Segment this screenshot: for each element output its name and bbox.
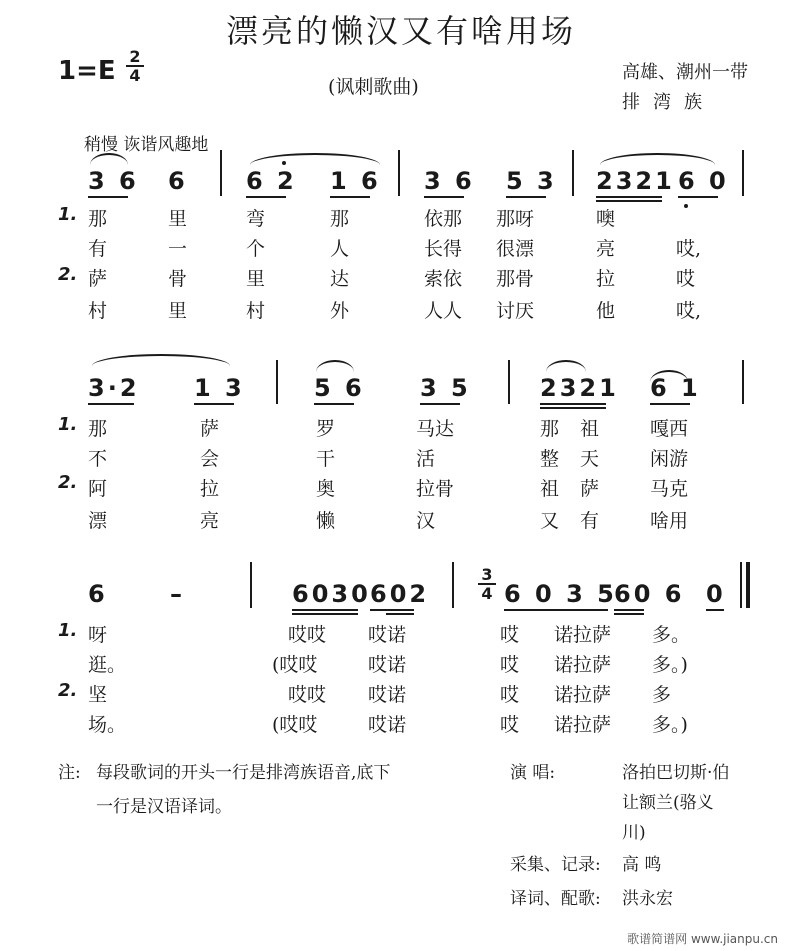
singer-name-line3: 川) xyxy=(622,823,646,843)
barline xyxy=(508,360,510,404)
barline xyxy=(250,562,252,608)
lyric-syllable: 啥用 xyxy=(650,510,689,532)
lyric-syllable: 汉 xyxy=(416,510,436,532)
singer-label: 演 唱: xyxy=(510,763,556,783)
lyric-syllable: 闲游 xyxy=(650,448,689,470)
lyric-syllable: 萨 xyxy=(580,478,600,500)
lyric-syllable: 坚 xyxy=(88,684,108,706)
underline-eighth xyxy=(330,196,370,198)
note-group: 60 6 xyxy=(614,580,685,608)
lyric-syllable: 奥 xyxy=(316,478,336,500)
lyric-syllable: 萨 xyxy=(88,268,108,290)
lyric-syllable: 那 xyxy=(88,208,108,230)
lyric-syllable: 骨 xyxy=(168,268,188,290)
underline-sixteenth xyxy=(614,613,644,615)
translate-label: 译词、配歌: xyxy=(510,889,601,909)
lyric-syllable: 不 xyxy=(88,448,108,470)
octave-dot-low xyxy=(684,204,688,208)
underline-eighth xyxy=(88,196,128,198)
barline xyxy=(398,150,400,196)
song-subtitle: (讽刺歌曲) xyxy=(328,76,419,98)
underline-eighth xyxy=(424,196,464,198)
verse-number: 1. xyxy=(58,620,78,641)
lyric-syllable: 马达 xyxy=(416,418,455,440)
watermark-text: 歌谱简谱网 www.jianpu.cn xyxy=(627,932,778,946)
verse-number: 2. xyxy=(58,472,78,493)
underline-eighth xyxy=(370,609,414,611)
underline-eighth xyxy=(596,196,662,198)
lyric-syllable: 祖 xyxy=(580,418,600,440)
lyric-syllable: 诺拉萨 xyxy=(554,714,612,736)
lyric-syllable: 多 xyxy=(652,684,672,706)
lyric-syllable: 多。) xyxy=(652,714,688,736)
key-signature: 1=E xyxy=(58,56,116,86)
note-group: 3 5 xyxy=(420,374,471,402)
lyric-syllable: 讨厌 xyxy=(496,300,535,322)
singer-name-line1: 洛拍巴切斯·伯 xyxy=(622,763,730,783)
lyric-syllable: 祖 xyxy=(540,478,560,500)
note-group: 5 6 xyxy=(314,374,365,402)
time-bottom: 4 xyxy=(129,66,141,85)
lyric-syllable: 里 xyxy=(168,300,188,322)
note-group: 5 3 xyxy=(506,167,557,195)
note-group: 1 3 xyxy=(194,374,245,402)
lyric-syllable: 里 xyxy=(168,208,188,230)
lyric-syllable: 哎诺 xyxy=(368,624,407,646)
lyric-syllable: 亮 xyxy=(596,238,616,260)
underline-eighth xyxy=(504,609,608,611)
underline-eighth xyxy=(706,609,724,611)
barline xyxy=(742,360,744,404)
lyric-syllable: 哎哎 xyxy=(288,684,327,706)
underline-eighth xyxy=(540,403,606,405)
time-signature xyxy=(126,48,144,84)
lyric-syllable: 懒 xyxy=(316,510,336,532)
underline-sixteenth xyxy=(540,407,606,409)
translate-name: 洪永宏 xyxy=(622,889,673,909)
lyric-syllable: 一 xyxy=(168,238,188,260)
singer-name-line2: 让额兰(骆义 xyxy=(622,793,714,813)
note-group: 6 0 xyxy=(678,167,729,195)
verse-number: 2. xyxy=(58,680,78,701)
lyric-syllable: (哎哎 xyxy=(272,654,318,676)
lyric-syllable: 活 xyxy=(416,448,436,470)
lyric-syllable: 哎, xyxy=(676,300,702,322)
lyric-syllable: 哎 xyxy=(500,714,520,736)
barline xyxy=(220,150,222,196)
final-barline-thick xyxy=(746,562,750,608)
underline-eighth xyxy=(88,403,134,405)
lyric-syllable: 那 xyxy=(330,208,350,230)
note-group: 602 xyxy=(370,580,430,608)
lyric-syllable: 嘎西 xyxy=(650,418,689,440)
tempo-marking: 稍慢 诙谐风趣地 xyxy=(84,135,209,155)
verse-number: 1. xyxy=(58,204,78,225)
time-bottom: 4 xyxy=(481,584,493,603)
underline-eighth xyxy=(246,196,286,198)
underline-eighth xyxy=(314,403,354,405)
octave-dot-high xyxy=(282,161,286,165)
lyric-syllable: 他 xyxy=(596,300,616,322)
note-group: 3 6 xyxy=(88,167,139,195)
barline xyxy=(742,150,744,196)
note-group: 0 xyxy=(706,580,726,608)
note-group: 6 xyxy=(88,580,108,608)
time-top: 2 xyxy=(129,47,141,66)
lyric-syllable: 人人 xyxy=(424,300,463,322)
slur xyxy=(600,153,715,165)
lyric-syllable: 那 xyxy=(88,418,108,440)
lyric-syllable: (哎哎 xyxy=(272,714,318,736)
note-group: 6030 xyxy=(292,580,371,608)
note-group: 2321 xyxy=(596,167,675,195)
lyric-syllable: 会 xyxy=(200,448,220,470)
lyric-syllable: 里 xyxy=(246,268,266,290)
note-text-line2: 一行是汉语译词。 xyxy=(96,797,232,817)
lyric-syllable: 哎 xyxy=(676,268,696,290)
note-label: 注: xyxy=(58,763,81,783)
time-signature-change xyxy=(478,566,496,602)
underline-eighth xyxy=(292,609,358,611)
lyric-syllable: 人 xyxy=(330,238,350,260)
lyric-syllable: 拉骨 xyxy=(416,478,455,500)
lyric-syllable: 哎诺 xyxy=(368,714,407,736)
slur xyxy=(546,360,586,372)
lyric-syllable: 诺拉萨 xyxy=(554,684,612,706)
lyric-syllable: 长得 xyxy=(424,238,463,260)
lyric-syllable: 依那 xyxy=(424,208,463,230)
underline-eighth xyxy=(194,403,234,405)
underline-eighth xyxy=(614,609,644,611)
lyric-syllable: 诺拉萨 xyxy=(554,654,612,676)
lyric-syllable: 马克 xyxy=(650,478,689,500)
lyric-syllable: 又 xyxy=(540,510,560,532)
lyric-syllable: 逛。 xyxy=(88,654,127,676)
note-group: 1 6 xyxy=(330,167,381,195)
lyric-syllable: 哎, xyxy=(676,238,702,260)
lyric-syllable: 哎哎 xyxy=(288,624,327,646)
lyric-syllable: 噢 xyxy=(596,208,616,230)
lyric-syllable: 干 xyxy=(316,448,336,470)
note-group: 6 2 xyxy=(246,167,297,195)
lyric-syllable: 漂 xyxy=(88,510,108,532)
lyric-syllable: 拉 xyxy=(596,268,616,290)
collect-name: 高 鸣 xyxy=(622,855,662,875)
lyric-syllable: 阿 xyxy=(88,478,108,500)
lyric-syllable: 哎 xyxy=(500,654,520,676)
note-group: 2321 xyxy=(540,374,619,402)
lyric-syllable: 哎诺 xyxy=(368,684,407,706)
lyric-syllable: 村 xyxy=(246,300,266,322)
lyric-syllable: 呀 xyxy=(88,624,108,646)
verse-number: 1. xyxy=(58,414,78,435)
slur xyxy=(250,153,380,165)
time-top: 3 xyxy=(481,565,493,584)
note-group: 6 xyxy=(168,167,188,195)
lyric-syllable: 有 xyxy=(88,238,108,260)
lyric-syllable: 那 xyxy=(540,418,560,440)
lyric-syllable: 哎 xyxy=(500,684,520,706)
note-group: 3·2 xyxy=(88,374,140,402)
underline-eighth xyxy=(420,403,460,405)
lyric-syllable: 天 xyxy=(580,448,600,470)
lyric-syllable: 村 xyxy=(88,300,108,322)
barline xyxy=(572,150,574,196)
note-text-line1: 每段歌词的开头一行是排湾族语音,底下 xyxy=(96,763,391,783)
slur xyxy=(316,360,354,372)
lyric-syllable: 亮 xyxy=(200,510,220,532)
lyric-syllable: 哎诺 xyxy=(368,654,407,676)
lyric-syllable: 很漂 xyxy=(496,238,535,260)
barline xyxy=(452,562,454,608)
lyric-syllable: 那呀 xyxy=(496,208,535,230)
underline-eighth xyxy=(506,196,546,198)
underline-sixteenth xyxy=(292,613,358,615)
underline-eighth xyxy=(650,403,690,405)
lyric-syllable: 场。 xyxy=(88,714,127,736)
note-group: 3 6 xyxy=(424,167,475,195)
lyric-syllable: 萨 xyxy=(200,418,220,440)
lyric-syllable: 罗 xyxy=(316,418,336,440)
underline-sixteenth xyxy=(596,200,662,202)
lyric-syllable: 外 xyxy=(330,300,350,322)
lyric-syllable: 多。 xyxy=(652,624,691,646)
lyric-syllable: 达 xyxy=(330,268,350,290)
lyric-syllable: 诺拉萨 xyxy=(554,624,612,646)
final-barline xyxy=(740,562,742,608)
verse-number: 2. xyxy=(58,264,78,285)
song-ethnic: 排湾族 xyxy=(622,92,715,113)
lyric-syllable: 整 xyxy=(540,448,560,470)
note-group: 6 0 3 5 xyxy=(504,580,617,608)
song-region: 高雄、潮州一带 xyxy=(622,62,748,83)
lyric-syllable: 哎 xyxy=(500,624,520,646)
lyric-syllable: 个 xyxy=(246,238,266,260)
underline-eighth xyxy=(678,196,718,198)
note-dash: – xyxy=(170,580,185,608)
lyric-syllable: 那骨 xyxy=(496,268,535,290)
lyric-syllable: 多。) xyxy=(652,654,688,676)
collect-label: 采集、记录: xyxy=(510,855,601,875)
lyric-syllable: 有 xyxy=(580,510,600,532)
barline xyxy=(276,360,278,404)
song-title: 漂亮的懒汉又有啥用场 xyxy=(225,12,576,50)
slur xyxy=(92,354,230,366)
lyric-syllable: 拉 xyxy=(200,478,220,500)
note-group: 6 1 xyxy=(650,374,701,402)
lyric-syllable: 索依 xyxy=(424,268,463,290)
underline-sixteenth xyxy=(386,613,414,615)
lyric-syllable: 弯 xyxy=(246,208,266,230)
